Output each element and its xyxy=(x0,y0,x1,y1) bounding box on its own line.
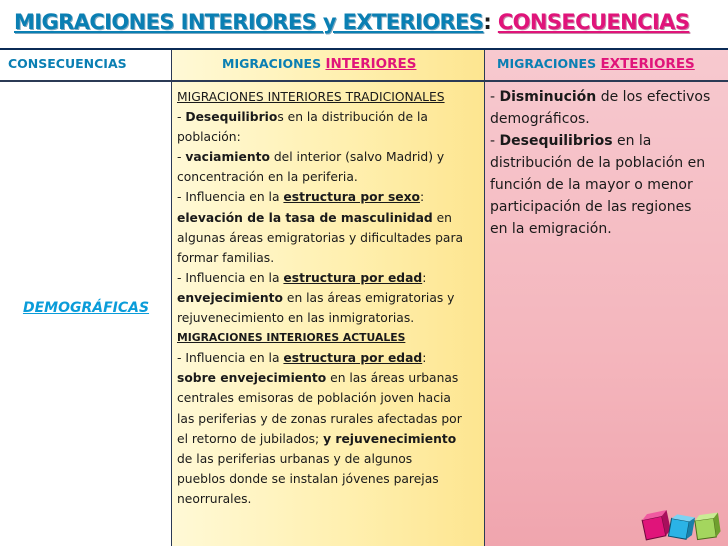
text-line: - Disminución de los efectivos xyxy=(490,89,711,105)
row-label-demograficas: DEMOGRÁFICAS xyxy=(22,300,150,316)
text-line: elevación de la tasa de masculinidad en xyxy=(177,210,452,225)
text-line: MIGRACIONES INTERIORES TRADICIONALES xyxy=(177,90,445,104)
header-interiores: MIGRACIONES INTERIORES xyxy=(222,56,417,72)
text-line: población: xyxy=(177,130,241,145)
text-line: formar familias. xyxy=(177,250,275,265)
text-line: demográficos. xyxy=(490,111,590,127)
title-colon: : xyxy=(483,10,498,34)
text-line: función de la mayor o menor xyxy=(490,177,693,193)
text-line: en la emigración. xyxy=(490,221,612,237)
column-consecuencias xyxy=(0,50,172,546)
text-line: - Desequilibrios en la xyxy=(490,133,652,149)
cube-blocks-logo-icon xyxy=(640,510,725,544)
text-line: de las periferias urbanas y de algunos xyxy=(177,451,413,466)
text-line: las periferias y de zonas rurales afectadas por xyxy=(177,411,462,426)
text-line: - Desequilibrios en la distribución de la xyxy=(177,110,428,125)
page-title xyxy=(0,0,728,48)
text-line: pueblos donde se instalan jóvenes parejas xyxy=(177,471,439,486)
table-header-row xyxy=(0,48,728,82)
text-line: concentración en la periferia. xyxy=(177,170,358,185)
text-line: rejuvenecimiento en las inmigratorias. xyxy=(177,311,415,326)
text-line: distribución de la población en xyxy=(490,155,706,171)
cell-interiores-demograficas xyxy=(177,87,482,509)
text-line: MIGRACIONES INTERIORES ACTUALES xyxy=(177,331,406,345)
text-line: sobre envejecimiento en las áreas urbanas xyxy=(177,371,459,386)
text-line: envejecimiento en las áreas emigratorias y xyxy=(177,290,455,305)
text-line: centrales emisoras de población joven hacia xyxy=(177,391,451,406)
cell-exteriores-demograficas xyxy=(490,86,726,240)
title-consequences: CONSECUENCIAS xyxy=(497,10,690,34)
text-line: - vaciamiento del interior (salvo Madrid) y xyxy=(177,150,445,165)
text-line: algunas áreas emigratorias y dificultades para xyxy=(177,230,464,245)
text-line: - Influencia en la estructura por sexo: xyxy=(177,190,425,205)
header-exteriores: MIGRACIONES EXTERIORES xyxy=(497,56,695,72)
text-line: participación de las regiones xyxy=(490,199,692,215)
header-consecuencias: CONSECUENCIAS xyxy=(8,56,127,71)
text-line: - Influencia en la estructura por edad: xyxy=(177,351,427,366)
text-line: - Influencia en la estructura por edad: xyxy=(177,270,427,285)
text-line: el retorno de jubilados; y rejuvenecimiento xyxy=(177,431,457,446)
title-main: MIGRACIONES INTERIORES y EXTERIORES xyxy=(14,10,484,34)
text-line: neorrurales. xyxy=(177,491,252,506)
